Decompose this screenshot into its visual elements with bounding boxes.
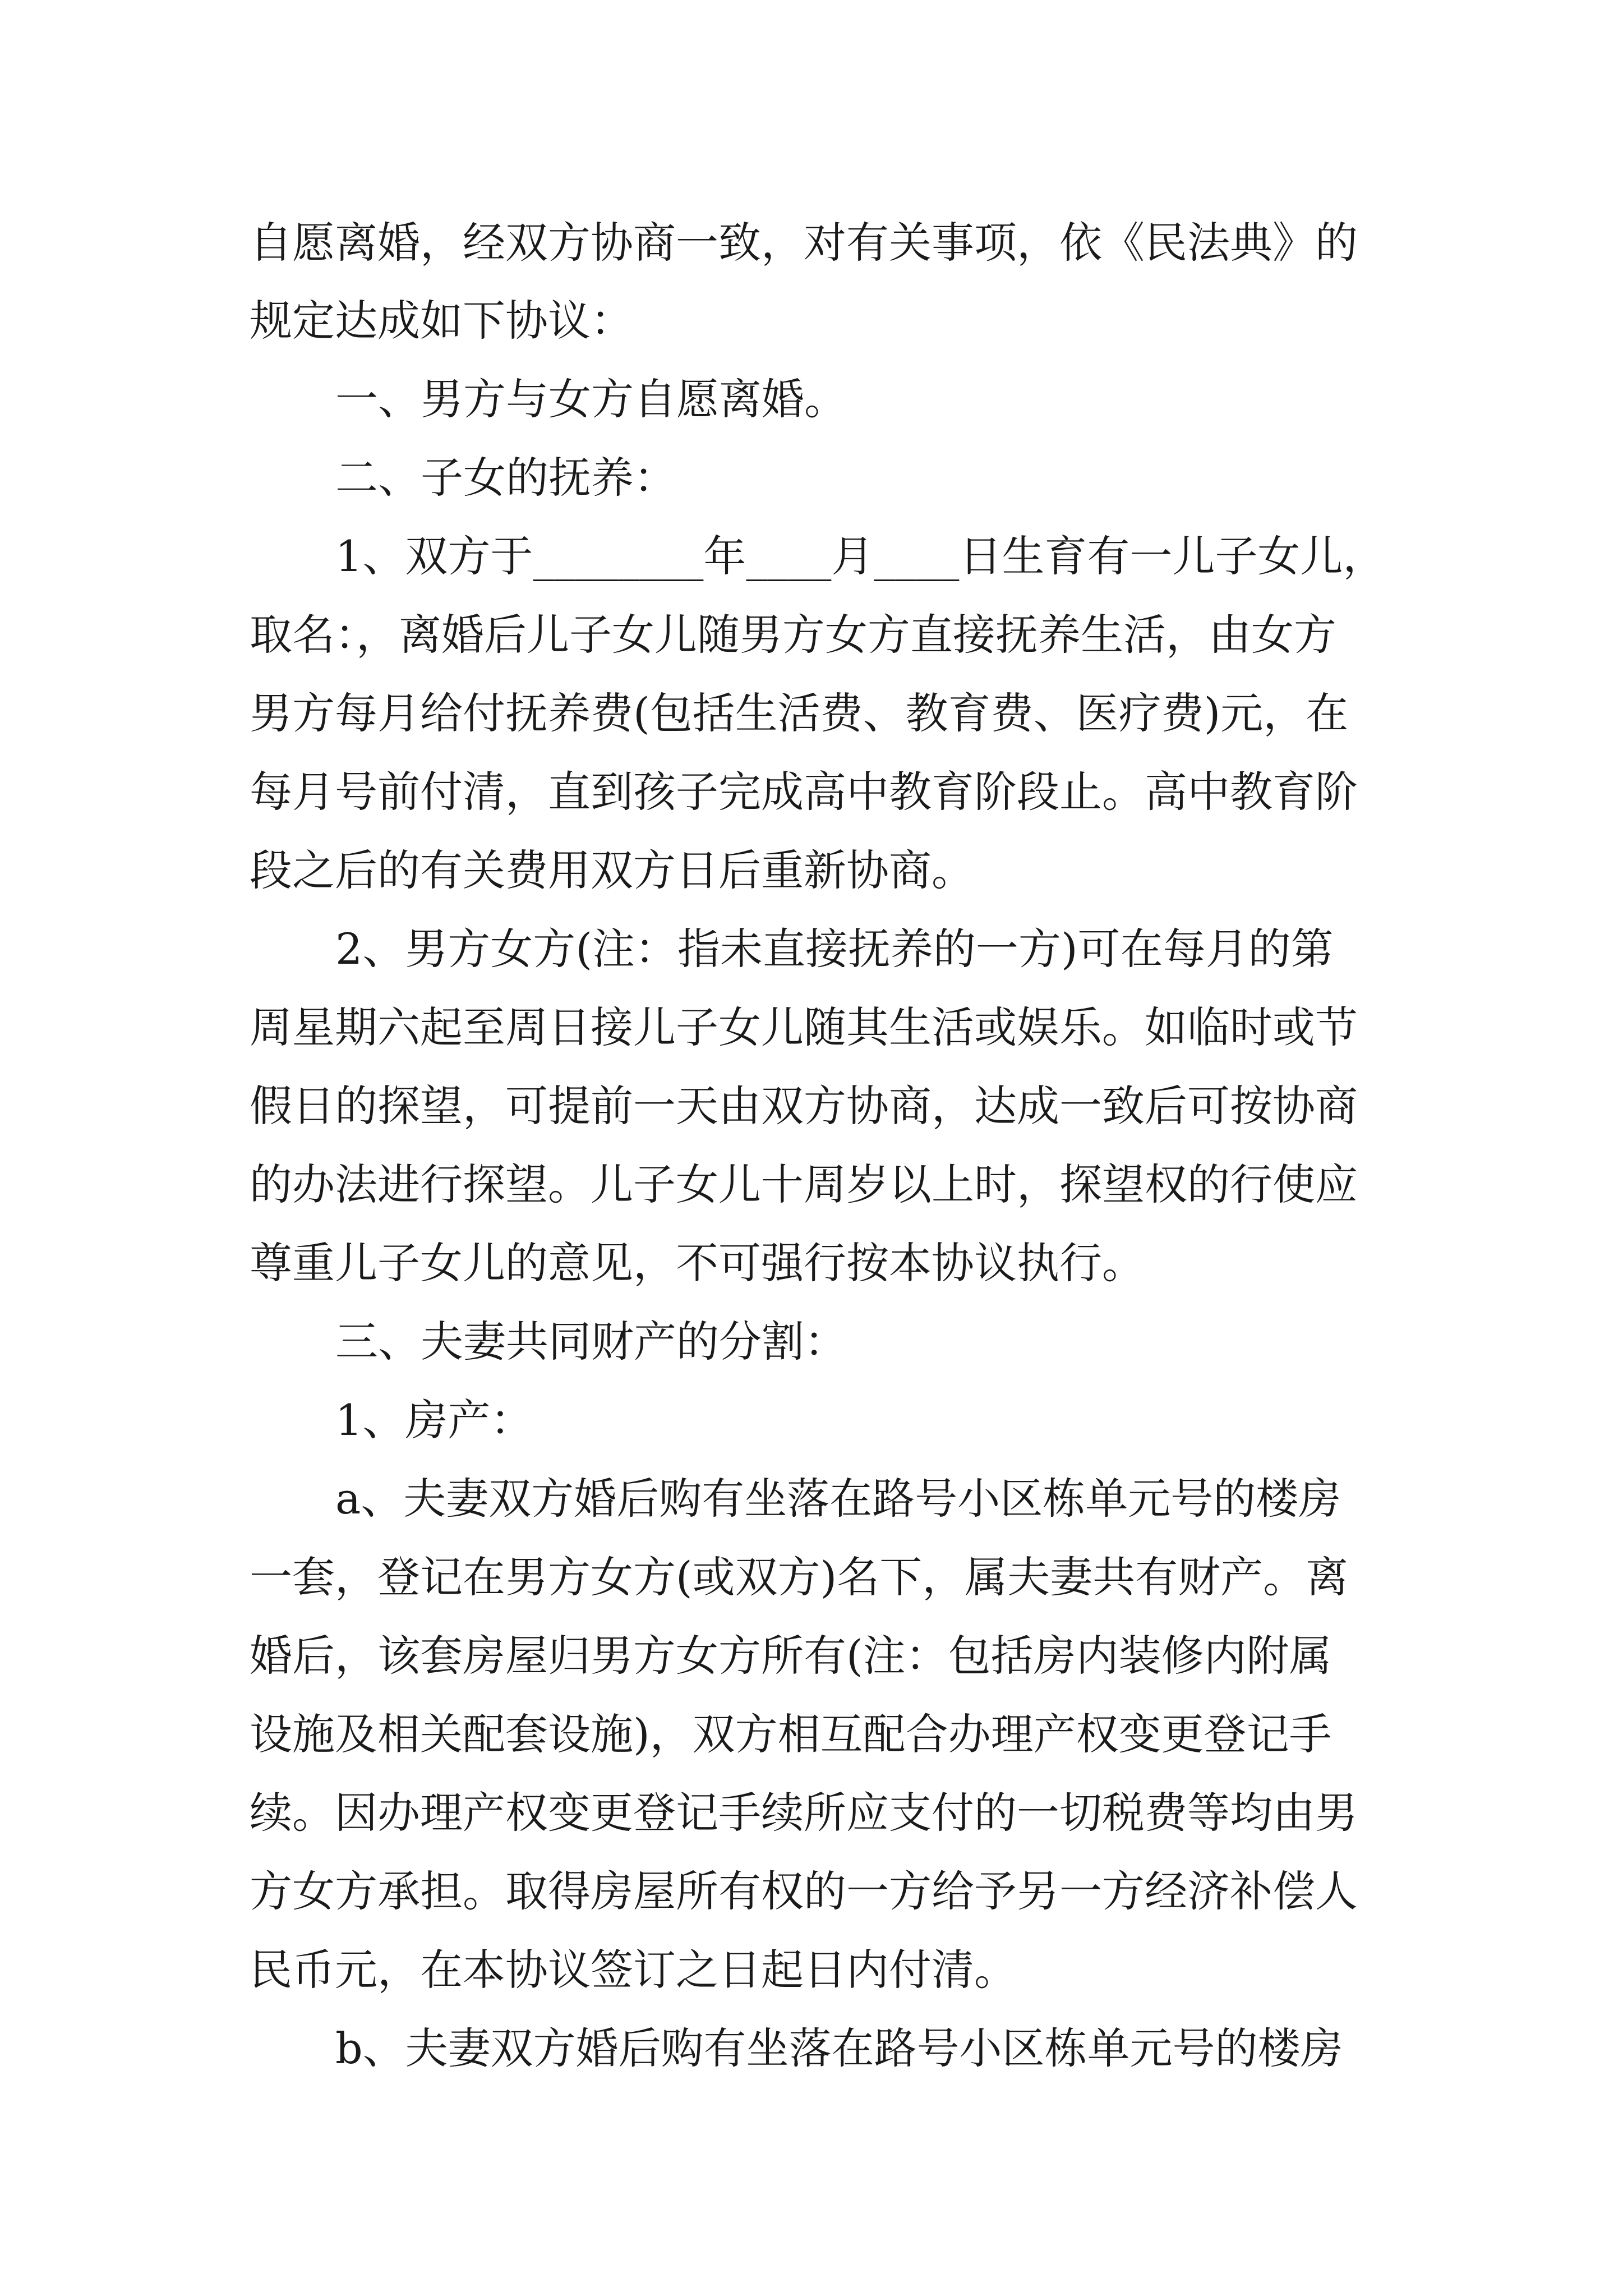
paragraph-line: 方女方承担。取得房屋所有权的一方给予另一方经济补偿人 — [250, 1866, 1358, 1916]
paragraph-line: 民币元，在本协议签订之日起日内付清。 — [250, 1945, 1017, 1995]
paragraph-line: 2、男方女方(注：指未直接抚养的一方)可在每月的第 — [335, 924, 1334, 974]
paragraph-line: 假日的探望，可提前一天由双方协商，达成一致后可按协商 — [250, 1081, 1358, 1131]
paragraph-line: 婚后，该套房屋归男方女方所有(注：包括房内装修内附属 — [250, 1631, 1332, 1681]
paragraph-line: 设施及相关配套设施)，双方相互配合办理产权变更登记手 — [250, 1709, 1332, 1759]
paragraph-line: 尊重儿子女儿的意见，不可强行按本协议执行。 — [250, 1238, 1145, 1288]
paragraph-line: 自愿离婚，经双方协商一致，对有关事项，依《民法典》的 — [250, 218, 1358, 268]
paragraph-line: 取名：，离婚后儿子女儿随男方女方直接抚养生活，由女方 — [250, 610, 1336, 660]
paragraph-line: 的办法进行探望。儿子女儿十周岁以上时，探望权的行使应 — [250, 1159, 1358, 1209]
paragraph-line: 一套，登记在男方女方(或双方)名下，属夫妻共有财产。离 — [250, 1552, 1349, 1602]
paragraph-line: b、夫妻双方婚后购有坐落在路号小区栋单元号的楼房 — [335, 2023, 1343, 2073]
paragraph-line: 1、双方于________年____月____日生育有一儿子女儿， — [335, 531, 1386, 581]
paragraph-line: 每月号前付清，直到孩子完成高中教育阶段止。高中教育阶 — [250, 767, 1358, 817]
paragraph-line: 规定达成如下协议： — [250, 296, 633, 346]
subsection-heading: 1、房产： — [335, 1395, 533, 1445]
paragraph-line: 段之后的有关费用双方日后重新协商。 — [250, 845, 974, 895]
section-heading: 三、夫妻共同财产的分割： — [335, 1317, 847, 1366]
section-heading: 一、男方与女方自愿离婚。 — [335, 374, 847, 424]
paragraph-line: 男方每月给付抚养费(包括生活费、教育费、医疗费)元，在 — [250, 688, 1349, 738]
paragraph-line: 周星期六起至周日接儿子女儿随其生活或娱乐。如临时或节 — [250, 1002, 1358, 1052]
section-heading: 二、子女的抚养： — [335, 453, 676, 503]
paragraph-line: 续。因办理产权变更登记手续所应支付的一切税费等均由男 — [250, 1788, 1358, 1838]
paragraph-line: a、夫妻双方婚后购有坐落在路号小区栋单元号的楼房 — [335, 1474, 1341, 1524]
